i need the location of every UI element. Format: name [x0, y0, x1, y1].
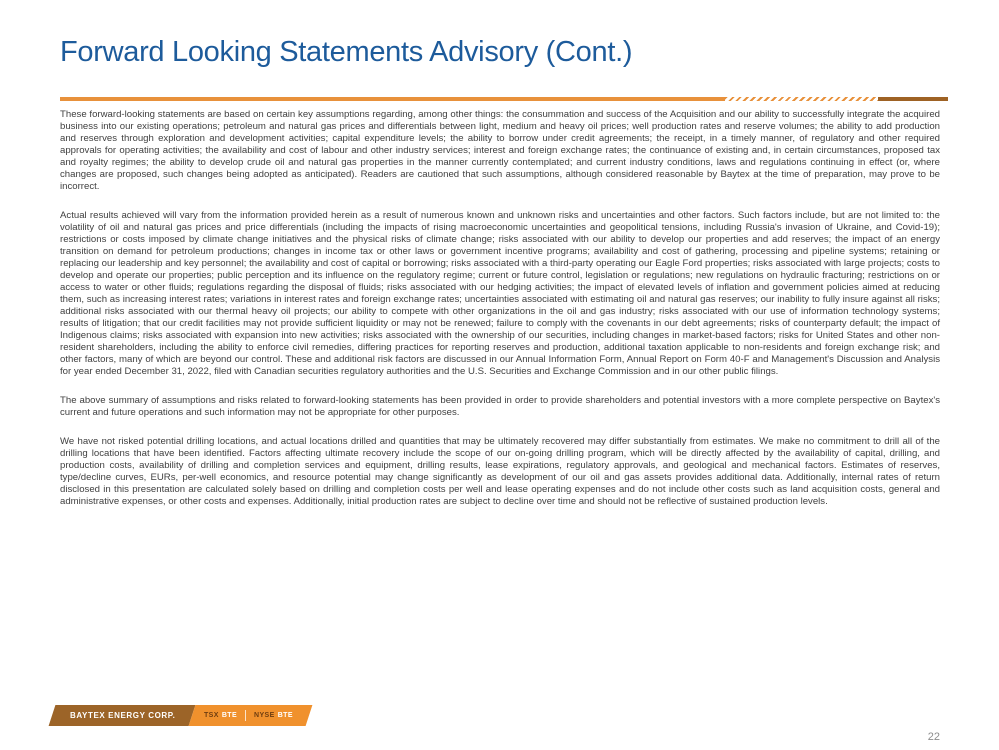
- page-number: 22: [927, 731, 940, 743]
- ticker-symbol-label: BTE: [221, 712, 237, 719]
- disclaimer-paragraph-risk-factors: Actual results achieved will vary from the information provided herein as a result of numerous known and unknown risks and uncertainties and other factors. Such factors include, but are not limited to: the volatility of oil and natural gas prices and price differentials (including the impacts of rising macroeconomic uncertainties and geopolitical tensions, including Russia's invasion of Ukraine, and Covid-19); restrictions or costs imposed by climate change initiatives and the physical risks of climate change; risks associated with our ability to develop our properties and add reserves; the impact of an energy transition on demand for petroleum productions; changes in income tax or other laws or government incentive programs; availability and cost of gathering, processing and pipeline systems; retaining or replacing our leadership and key personnel; the availability and cost of capital or borrowing; risks associated with a third-party operating our Eagle Ford properties; risks associated with large projects; costs to develop and operate our properties; public perception and its influence on the regulatory regime; current or future control, legislation or regulations; new regulations on hydraulic fracturing; restrictions on or access to water or other fluids; regulations regarding the disposal of fluids; risks associated with our hedging activities; the impact of elevated levels of inflation and government policies aimed at reducing them, such as increasing interest rates; variations in interest rates and foreign exchange rates; uncertainties associated with estimating oil and natural gas reserves; our inability to fully insure against all risks; additional risks associated with our thermal heavy oil projects; our ability to compete with other organizations in the oil and gas industry; risks associated with our use of information technology systems; results of litigation; that our credit facilities may not provide sufficient liquidity or may not be renewed; failure to comply with the covenants in our debt agreements; risks of counterparty default; the impact of Indigenous claims; risks associated with expansion into new activities; risks associated with the ownership of our securities, including changes in market-based factors; risks for United States and other non-resident shareholders, including the ability to enforce civil remedies, differing practices for reporting reserves and production, additional taxation applicable to non-residents and foreign exchange risk; and other factors, many of which are beyond our control. These and additional risk factors are discussed in our Annual Information Form, Annual Report on Form 40-F and Management's Discussion and Analysis for year ended December 31, 2022, filed with Canadian securities regulatory authorities and the U.S. Securities and Exchange Commission and in our other public filings.: [60, 210, 940, 377]
- disclaimer-paragraph-assumptions: These forward-looking statements are based on certain key assumptions regarding, among other things: the consummation and success of the Acquisition and our ability to successfully integrate the acquired business into our existing operations; petroleum and natural gas prices and differentials between light, medium and heavy oil prices; well production rates and reserve volumes; the ability to add production and reserves through exploration and development activities; capital expenditure levels; the ability to borrow under credit agreements; the receipt, in a timely manner, of regulatory and other required approvals for operating activities; the availability and cost of labour and other industry services; interest and foreign exchange rates; the continuance of existing and, in certain circumstances, proposed tax and royalty regimes; the ability to develop crude oil and natural gas properties in the manner currently contemplated; and current industry conditions, laws and regulations continuing in effect (or, where changes are proposed, such changes being adopted as anticipated). Readers are cautioned that such assumptions, although considered reasonable by Baytex at the time of preparation, may prove to be incorrect.: [60, 109, 940, 192]
- ticker-symbol-label: BTE: [277, 712, 293, 719]
- ticker-nyse-bte: [254, 712, 293, 719]
- ticker-exchange-label: TSX: [203, 712, 219, 719]
- disclaimer-paragraph-summary: The above summary of assumptions and risks related to forward-looking statements has been provided in order to provide shareholders and potential investors with a more complete perspective on Baytex's current and future operations and such information may not be appropriate for other purposes.: [60, 395, 940, 418]
- divider-dark-segment: [878, 97, 948, 101]
- ticker-exchange-label: NYSE: [253, 712, 275, 719]
- ticker-divider: [245, 710, 246, 721]
- divider-hatched-segment: [725, 97, 878, 101]
- footer-company-ribbon: [49, 705, 195, 726]
- title-divider: [60, 97, 950, 101]
- footer-banner: [52, 705, 308, 726]
- ticker-tsx-bte: [204, 712, 237, 719]
- company-name: BAYTEX ENERGY CORP.: [70, 711, 176, 720]
- divider-solid-segment: [60, 97, 725, 101]
- disclaimer-text-block: [60, 109, 940, 525]
- footer-ticker-ribbon: [188, 705, 312, 726]
- disclaimer-paragraph-drilling: We have not risked potential drilling locations, and actual locations drilled and quantities that may be ultimately recovered may differ substantially from estimates. We make no commitment to drill all of the drilling locations that have been identified. Factors affecting ultimate recovery include the scope of our on-going drilling program, which will be directly affected by the availability of capital, drilling, and production costs, availability of drilling and completion services and equipment, drilling results, lease expirations, regulatory approvals, and geological and mechanical factors. Estimates of reserves, type/decline curves, EURs, per-well economics, and resource potential may change significantly as development of our oil and gas assets provides additional data. Additionally, internal rates of return disclosed in this presentation are calculated solely based on drilling and completion costs per well and lease operating expenses and do not include other costs such as land acquisition costs, general and administrative expenses, or other costs and expenses. Additionally, initial production rates are subject to decline over time and should not be reflective of sustained production levels.: [60, 436, 940, 507]
- page-title: Forward Looking Statements Advisory (Cont.): [60, 36, 633, 68]
